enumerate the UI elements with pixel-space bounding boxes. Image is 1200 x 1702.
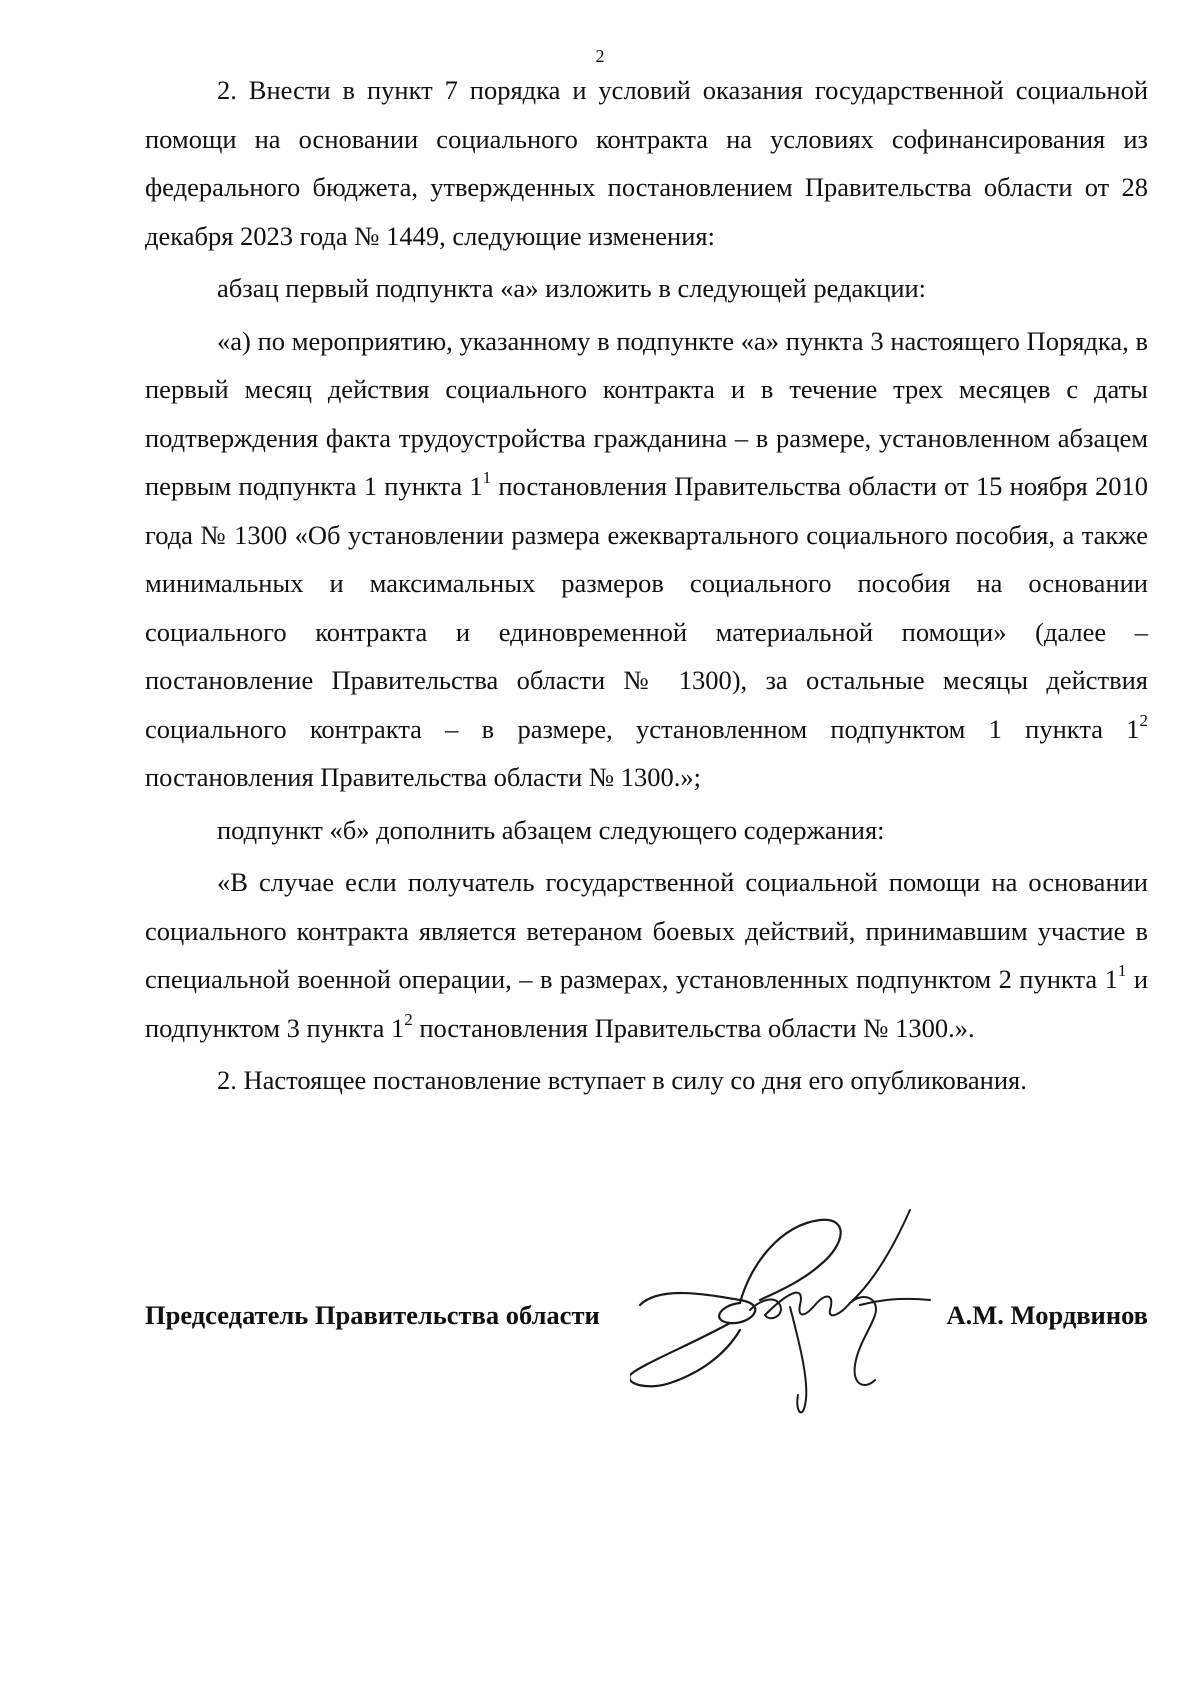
text-segment: «а) по мероприятию, указанному в подпункте «а» пункта 3 настоящего Порядка, в первый месяц действия социального контракта и в течение трех месяцев с даты подтверждения факта трудоустройства гражданина – в размере, установленном абзацем первым подпункта 1 пункта 1 xyxy=(145,325,1148,501)
signatory-name: А.М. Мордвинов xyxy=(946,1300,1148,1330)
page-number: 2 xyxy=(595,46,605,66)
text-segment: постановления Правительства области № 1300.». xyxy=(412,1012,975,1043)
handwritten-signature xyxy=(630,1205,950,1435)
superscript: 1 xyxy=(482,468,492,488)
signatory-role: Председатель Правительства области xyxy=(145,1300,600,1330)
text-segment: и подпунктом 3 пункта 1 xyxy=(145,964,1148,1043)
superscript: 2 xyxy=(1139,710,1148,730)
paragraph-effective-date: 2. Настоящее постановление вступает в силу со дня его опубликования. xyxy=(217,1065,1027,1095)
paragraph-amendment-intro: 2. Внести в пункт 7 порядка и условий оказания государственной социальной помощи на основании социального контракта на условиях софинансирования из федерального бюджета, утвержденных постановлением Правительства области от 28 декабря 2023 года № 1449, следующие изменения: xyxy=(145,75,1148,251)
paragraph-subpoint-a-text xyxy=(145,317,1148,802)
superscript: 2 xyxy=(404,1009,413,1029)
text-segment: постановления Правительства области от 15 ноября 2010 года № 1300 «Об установлении размера ежеквартального социального пособия, а также минимальных и максимальных размеров социального пособия на основании социального контракта и единовременной материальной помощи» (далее – постановление Правительства области № 1300), за остальные месяцы действия социального контракта – в размере, установленном подпунктом 1 пункта 1 xyxy=(145,471,1148,744)
paragraph-subpoint-a-instruction: абзац первый подпункта «а» изложить в следующей редакции: xyxy=(217,273,927,303)
superscript: 1 xyxy=(1117,961,1127,981)
document-body xyxy=(145,66,1148,1105)
paragraph-subpoint-b-instruction: подпункт «б» дополнить абзацем следующего содержания: xyxy=(217,814,885,845)
paragraph-subpoint-b-text xyxy=(145,858,1148,1052)
text-segment: «В случае если получатель государственной социальной помощи на основании социального контракта является ветераном боевых действий, принимавшим участие в специальной военной операции, – в размерах, установленных подпунктом 2 пункта 1 xyxy=(145,867,1148,994)
text-segment: постановления Правительства области № 1300.»; xyxy=(145,762,702,792)
